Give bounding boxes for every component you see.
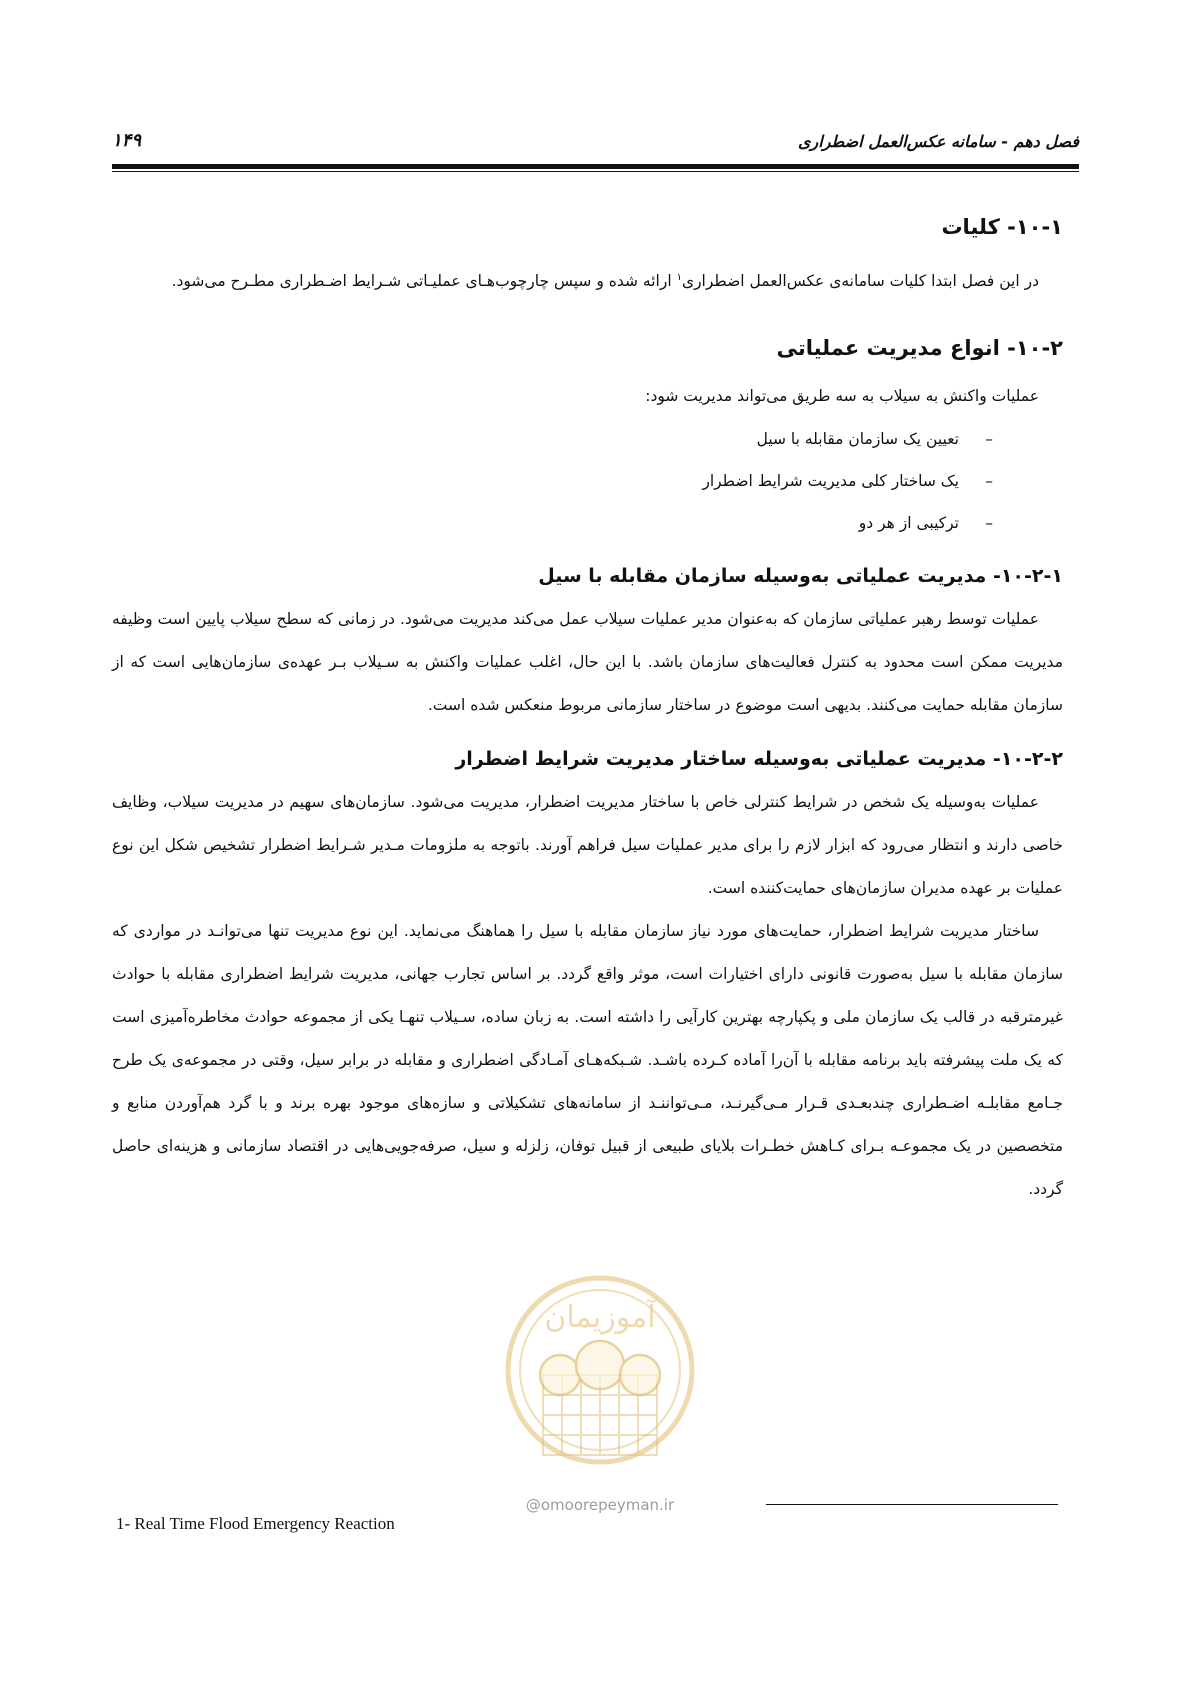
subsection-2-2-paragraph-2: ساختار مدیریت شرایط اضطرار، حمایت‌های مورد نیاز سازمان مقابله با سیل را هماهنگ می‌نماید. این نوع مدیریت تنها می‌توانـد در مواردی که سازمان مقابله با سیل به‌صورت قانونی دارای اختیارات است، موثر واقع گردد. بر اساس تجارب جهانی، مدیریت شرایط اضطراری مقابله با حوادث غیرمترقبه در قالب یک سازمان ملی و پکپارچه بهترین کارآیی را داشته است. به زبان ساده، سـیلاب تنهـا یکی از مجموعه حوادث مخاطره‌آمیزی است که یک ملت پیشرفته باید برنامه مقابله با آن‌را آماده کـرده باشـد. شـبکه‌هـای آمـادگی اضطراری و مقابله در برابر سیل، وقتی در مجموعه‌ی یک طرح جـامع مقابلـه اضـطراری چندبعـدی قـرار مـی‌گیرنـد، مـی‌تواننـد از سامانه‌های تشکیلاتی و سازه‌های موجود بهره برند و با گرد هم‌آوردن منابع و متخصصین در یک مجموعـه بـرای کـاهش خطـرات بلایای طبیعی از قبیل توفان، زلزله و سیل، صرفه‌جویی‌هایی در اقتصاد سازمانی و هزینه‌ای حاصل گردد. [112, 922, 1063, 1199]
list-item [112, 418, 993, 460]
seal-text: آموزیمان [544, 1300, 656, 1335]
list-item [112, 460, 993, 502]
subsection-heading-2-1: ۱۰-۲-۱- مدیریت عملیاتی به‌وسیله سازمان مقابله با سیل [538, 565, 1063, 588]
header-rule-thin [112, 171, 1079, 172]
section-1-text: در این فصل ابتدا کلیات سامانه‌ی عکس‌العمل اضطراری [681, 272, 1039, 291]
footnote-rule [766, 1504, 1058, 1505]
running-header [112, 128, 1079, 162]
chapter-title: فصل دهم - سامانه عکس‌العمل اضطراری [798, 132, 1079, 151]
section-2-intro: عملیات واکنش به سیلاب به سه طریق می‌تواند مدیریت شود: [645, 387, 1039, 406]
dash-bullet: – [985, 514, 993, 533]
header-rule [112, 164, 1079, 169]
footnote-marker[interactable]: ۱ [676, 272, 682, 283]
page-number: ۱۴۹ [112, 130, 142, 151]
list-item-text: تعیین یک سازمان مقابله با سیل [756, 430, 959, 449]
section-1-text-rest: ارائه شده و سپس چارچوب‌هـای عملیـاتی شـرایط اضـطراری مطـرح می‌شود. [171, 272, 677, 291]
gear-icons [540, 1341, 660, 1395]
subsection-heading-2-2: ۱۰-۲-۲- مدیریت عملیاتی به‌وسیله ساختار مدیریت شرایط اضطرار [455, 748, 1063, 771]
operation-types-list [112, 418, 1063, 544]
section-heading-2: ۱۰-۲- انواع مدیریت عملیاتی [776, 336, 1063, 361]
dash-bullet: – [985, 430, 993, 449]
list-item-text: یک ساختار کلی مدیریت شرایط اضطرار [702, 472, 959, 491]
dash-bullet: – [985, 472, 993, 491]
main-content [112, 210, 1063, 1211]
list-item [112, 502, 993, 544]
section-heading-1: ۱۰-۱- کلیات [941, 215, 1063, 239]
subsection-2-1-paragraph: عملیات توسط رهبر عملیاتی سازمان که به‌عنوان مدیر عملیات سیلاب عمل می‌کند مدیریت می‌شود. در زمانی که سطح سیلاب پایین است وظیفه مدیریت ممکن است محدود به کنترل فعالیت‌های سازمان باشد. با این حال، اغلب عملیات واکنش به سـیلاب بـر عهده‌ی سازمان‌هایی است که از سازمان مقابله حمایت می‌کنند. بدیهی است موضوع در ساختار سازمانی مربوط منعکس شده است. [112, 610, 1063, 715]
watermark-logo [495, 1255, 705, 1525]
list-item-text: ترکیبی از هر دو [858, 514, 959, 533]
subsection-2-2-paragraph-1: عملیات به‌وسیله یک شخص در شرایط کنترلی خاص با ساختار مدیریت اضطرار، مدیریت می‌شود. سازمان‌های سهیم در مدیریت سیلاب، وظایف خاصی دارند و انتظار می‌رود که ابزار لازم را برای مدیر عملیات سیل فراهم آورند. باتوجه به ملزومات مـدیر شـرایط اضطرار تشخیص شکل این نوع عملیات بر عهده مدیران سازمان‌های حمایت‌کننده است. [112, 793, 1063, 898]
section-1-paragraph [112, 256, 1063, 303]
watermark-url: @omoorepeyman.ir [525, 1496, 675, 1514]
footnote: 1- Real Time Flood Emergency Reaction [116, 1514, 395, 1533]
